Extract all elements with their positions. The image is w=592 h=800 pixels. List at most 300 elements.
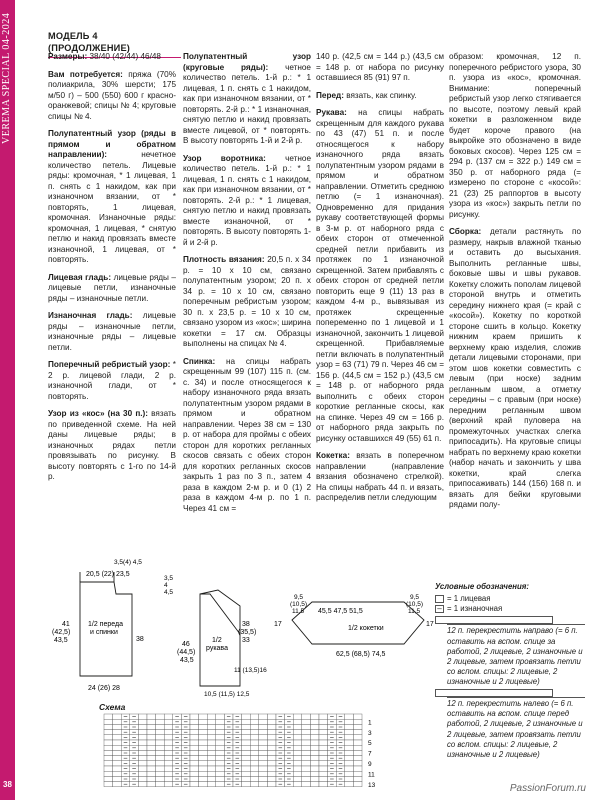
chart-cell [164, 766, 173, 771]
col2-paragraph: Плотность вязания: 20,5 п. x 34 р. = 10 x 10 см, связано полупатентным узором; 20 п. x 34 р. = 10 x 10 см, связано поперечным ребристым узором; 30 п. x 23,5 р. = 10 x 10 см, связано узором из «кос»; ширина кокетки = 17 см. Образцы выполнены на спицах № 4. [183, 255, 311, 348]
chart-cell [293, 761, 302, 766]
chart-cell [164, 714, 173, 719]
knit-swatch [435, 595, 444, 603]
legend-knit: = 1 лицевая [435, 594, 585, 604]
watermark: PassionForum.ru [509, 783, 586, 795]
chart-cell [104, 730, 113, 735]
sleeve-top: 3,5 4 4,5 [164, 575, 174, 596]
chart-cell [310, 740, 319, 745]
chart-cell [267, 714, 276, 719]
chart-cell [267, 776, 276, 781]
chart-cell [207, 714, 216, 719]
chart-cell [104, 771, 113, 776]
col1-paragraph: Поперечный ребристый узор: * 2 р. лицевой глади, 2 р. изнаночной глади, от * повторять. [48, 360, 176, 401]
chart-cell [216, 745, 225, 750]
chart-cell [353, 735, 362, 740]
chart-cell [310, 766, 319, 771]
col1-paragraph: Изнаночная гладь: лицевые ряды – изнаночные петли, изнаночные ряды – лицевые петли. [48, 311, 176, 352]
chart-cell [345, 745, 354, 750]
chart-cell [104, 745, 113, 750]
chart-cell [156, 761, 165, 766]
chart-cell [113, 724, 122, 729]
chart-cell [319, 776, 328, 781]
chart-cell [310, 750, 319, 755]
chart-cell [147, 724, 156, 729]
col1-paragraph: Вам потребуется: пряжа (70% полиакрила, 30% шерсти; 175 м/50 г) – 500 (550) 600 г красно-оранжевой; спицы № 4; круговые спицы № 4. [48, 69, 176, 121]
chart-cell [113, 776, 122, 781]
chart-cell [216, 761, 225, 766]
chart-cell [138, 776, 147, 781]
chart-cell [293, 730, 302, 735]
chart-cell [250, 719, 259, 724]
chart-cell [199, 776, 208, 781]
chart-cell [250, 766, 259, 771]
back-height: 41 (42,5) 43,5 [52, 621, 71, 644]
chart-cell [207, 730, 216, 735]
chart-cell [319, 771, 328, 776]
chart-cell [113, 766, 122, 771]
chart-cell [113, 740, 122, 745]
chart-cell [199, 745, 208, 750]
chart-cell [250, 782, 259, 787]
chart-cell [293, 740, 302, 745]
chart-cell [207, 719, 216, 724]
chart-cell [319, 756, 328, 761]
chart-cell [147, 782, 156, 787]
chart-cell [199, 750, 208, 755]
chart-cell [345, 719, 354, 724]
chart-cell [259, 745, 268, 750]
chart-cell [216, 740, 225, 745]
chart-cell [302, 735, 311, 740]
chart-cell [156, 719, 165, 724]
chart-cell [353, 750, 362, 755]
chart-cell [113, 714, 122, 719]
chart-cell [293, 719, 302, 724]
chart-cell [302, 750, 311, 755]
chart-cell [302, 766, 311, 771]
chart-cell [259, 771, 268, 776]
sleeve-right-width: 11 (13,5)16 [234, 667, 267, 674]
chart-cell [147, 735, 156, 740]
chart-cell [310, 724, 319, 729]
chart-cell [156, 735, 165, 740]
chart-cell [310, 782, 319, 787]
chart-cell [267, 761, 276, 766]
chart-cell [104, 740, 113, 745]
legend-cable-right [435, 616, 553, 624]
chart-cell [190, 745, 199, 750]
chart-cell [242, 750, 251, 755]
chart-cell [302, 782, 311, 787]
chart-cell [310, 719, 319, 724]
chart-cell [267, 724, 276, 729]
sleeve-label: 1/2 рукава [206, 637, 228, 652]
chart-cell [104, 766, 113, 771]
chart-cell [207, 766, 216, 771]
chart-cell [259, 730, 268, 735]
chart-cell [190, 724, 199, 729]
chart-cell [310, 730, 319, 735]
chart-cell [190, 771, 199, 776]
chart-cell [147, 771, 156, 776]
chart-cell [216, 730, 225, 735]
chart-cell [345, 761, 354, 766]
chart-cell [113, 750, 122, 755]
chart-cell [104, 782, 113, 787]
chart-cell [345, 714, 354, 719]
chart-cell [190, 730, 199, 735]
chart-cell [113, 735, 122, 740]
chart-cell [207, 776, 216, 781]
chart-cell [319, 745, 328, 750]
chart-cell [138, 756, 147, 761]
chart-cell [138, 782, 147, 787]
col1-paragraph: Узор из «кос» (на 30 п.): вязать по приведенной схеме. На ней даны лицевые ряды; в изнаночных рядах петли провязывать по рисунку. В высоту повторять с 1-го по 14-й р. [48, 409, 176, 481]
col3-paragraph: 140 р. (42,5 см = 144 р.) (43,5 см = 148 р. от набора по рисунку оставшиеся 85 (91) 97 п. [316, 52, 444, 82]
chart-cell [293, 766, 302, 771]
chart-cell [293, 724, 302, 729]
chart-cell [302, 714, 311, 719]
col1-paragraph: Размеры: 38/40 (42/44) 46/48 [48, 52, 161, 61]
chart-cell [104, 750, 113, 755]
chart-cell [113, 782, 122, 787]
chart-cell [216, 724, 225, 729]
chart-cell [250, 740, 259, 745]
chart-cell [190, 714, 199, 719]
chart-cell [267, 735, 276, 740]
chart-cell [156, 740, 165, 745]
chart-cell [207, 735, 216, 740]
chart-cell [319, 719, 328, 724]
purl-swatch: – [435, 605, 444, 613]
chart-row-label: 9 [368, 761, 372, 768]
chart-cell [138, 735, 147, 740]
chart-cell [302, 740, 311, 745]
chart-cell [164, 724, 173, 729]
chart-cell [345, 735, 354, 740]
chart-cell [267, 719, 276, 724]
chart-cell [113, 761, 122, 766]
chart-cell [302, 745, 311, 750]
chart-cell [104, 714, 113, 719]
chart-cell [353, 745, 362, 750]
chart-cell [242, 735, 251, 740]
knitting-chart [100, 712, 435, 792]
chart-cell [138, 724, 147, 729]
chart-cell [319, 782, 328, 787]
chart-cell [190, 761, 199, 766]
chart-cell [250, 750, 259, 755]
chart-cell [147, 761, 156, 766]
chart-cell [293, 771, 302, 776]
chart-cell [302, 756, 311, 761]
chart-cell [138, 730, 147, 735]
chart-cell [267, 782, 276, 787]
chart-cell [310, 771, 319, 776]
chart-cell [138, 719, 147, 724]
chart-cell [190, 735, 199, 740]
chart-cell [319, 766, 328, 771]
chart-cell [216, 750, 225, 755]
chart-cell [353, 719, 362, 724]
chart-cell [190, 766, 199, 771]
chart-cell [250, 730, 259, 735]
chart-cell [293, 714, 302, 719]
chart-cell [302, 761, 311, 766]
chart-cell [147, 740, 156, 745]
chart-cell [259, 761, 268, 766]
chart-row-label: 1 [368, 719, 372, 727]
chart-cell [345, 776, 354, 781]
chart-cell [164, 761, 173, 766]
column-1 [48, 52, 176, 490]
chart-cell [104, 776, 113, 781]
chart-cell [207, 750, 216, 755]
chart-row-label: 11 [368, 771, 375, 779]
chart-cell [156, 776, 165, 781]
chart-cell [345, 771, 354, 776]
chart-cell [138, 771, 147, 776]
chart-cell [156, 750, 165, 755]
chart-cell [104, 719, 113, 724]
yoke-right: 9,5 (10,5) 11,5 [406, 594, 423, 615]
chart-cell [190, 782, 199, 787]
chart-cell [242, 761, 251, 766]
chart-cell [156, 766, 165, 771]
chart-cell [199, 730, 208, 735]
chart-cell [259, 750, 268, 755]
chart-cell [259, 740, 268, 745]
back-label: 1/2 переда и спинки [88, 621, 123, 636]
schema-title: Схема [99, 702, 126, 712]
chart-cell [190, 719, 199, 724]
chart-cell [267, 756, 276, 761]
chart-cell [216, 714, 225, 719]
chart-cell [190, 750, 199, 755]
col2-paragraph: Узор воротника: четное количество петель. 1-й р.: * 1 лицевая, 1 п. снять с 1 накидом, как при изнаночном вязании, от * повторять. 2-й р.: * 1 лицевая, снятую петлю и накид провязать вместе изнаночной, от * повторять. В высоту повторять 1-й и 2-й р. [183, 153, 311, 247]
chart-cell [147, 750, 156, 755]
yoke-right-height: 17 [426, 621, 434, 628]
chart-cell [259, 719, 268, 724]
chart-cell [250, 776, 259, 781]
chart-cell [164, 776, 173, 781]
chart-cell [259, 776, 268, 781]
chart-cell [207, 761, 216, 766]
chart-cell [250, 756, 259, 761]
chart-cell [353, 714, 362, 719]
chart-cell [259, 756, 268, 761]
chart-cell [113, 756, 122, 761]
chart-cell [259, 714, 268, 719]
sidebar [0, 0, 15, 800]
chart-cell [267, 750, 276, 755]
chart-cell [138, 761, 147, 766]
chart-cell [156, 745, 165, 750]
chart-cell [345, 782, 354, 787]
chart-cell [242, 766, 251, 771]
chart-cell [104, 761, 113, 766]
chart-cell [138, 750, 147, 755]
chart-cell [156, 714, 165, 719]
chart-cell [302, 724, 311, 729]
chart-cell [353, 724, 362, 729]
chart-cell [216, 771, 225, 776]
chart-cell [164, 735, 173, 740]
yoke-label: 1/2 кокетки [348, 625, 384, 632]
legend-desc-right: 12 п. перекрестить направо (= 6 п. оставить на вспом. спице за работой, 2 лицевые, 2 изнаночные и 2 лицевые, затем провязать петли со вспом. спицы: 2 лицевые, 2 изнаночные и 2 лицевые) [447, 624, 585, 687]
chart-cell [267, 745, 276, 750]
chart-cell [164, 756, 173, 761]
sleeve-side: 38 (35,5) 33 [238, 621, 257, 644]
chart-cell [319, 730, 328, 735]
chart-cell [259, 766, 268, 771]
chart-cell [164, 771, 173, 776]
chart-cell [319, 750, 328, 755]
chart-cell [242, 719, 251, 724]
chart-cell [259, 735, 268, 740]
chart-cell [216, 776, 225, 781]
chart-cell [113, 771, 122, 776]
chart-cell [113, 730, 122, 735]
chart-cell [293, 735, 302, 740]
col1-paragraph: Лицевая гладь: лицевые ряды – лицевые петли, изнаночные ряды – изнаночные петли. [48, 272, 176, 303]
chart-cell [216, 756, 225, 761]
chart-cell [267, 766, 276, 771]
chart-cell [156, 782, 165, 787]
chart-cell [207, 740, 216, 745]
chart-cell [242, 756, 251, 761]
chart-cell [250, 771, 259, 776]
col4-paragraph: Сборка: детали растянуть по размеру, накрыв влажной тканью и оставить до высыхания. Выполнить регланные швы, боковые швы и швы рукавов. Кокетку сложить пополам лицевой стороной внутрь и отметить середину нижнего края (= край с «косой»). Кокетку по короткой стороне сшить в кольцо. Кокетку нижним краем пришить к верхнему краю изделия, сложив детали лицевыми сторонами, при этом шов кокетки совместить с левым (при носке) задним регланным швом, а отметку середины – с правым (при носке) передним регланным швом (верхний край пуловера на промежуточных участках слегка припосадить). На круговые спицы набрать по верхнему краю кокетки (набор начать и закончить у шва кокетки, край слегка припосаживать) 144 (156) 168 п. и вязать для бейки круговыми рядами полу- [449, 227, 581, 509]
chart-cell [147, 714, 156, 719]
sleeve-width-bottom: 10,5 (11,5) 12,5 [204, 691, 250, 698]
brand-vertical: VEREMA SPECIAL 04-2024 [1, 12, 13, 144]
chart-cell [138, 745, 147, 750]
chart-cell [353, 782, 362, 787]
chart-cell [207, 771, 216, 776]
chart-cell [207, 724, 216, 729]
column-2 [183, 52, 311, 521]
col3-paragraph: Кокетка: вязать в поперечном направлении (направление вязания обозначено стрелкой). На спицы набрать 44 п. и вязать, распределив петли следующим [316, 451, 444, 502]
back-width-bottom: 24 (26) 28 [88, 685, 120, 692]
chart-cell [293, 782, 302, 787]
chart-cell [250, 735, 259, 740]
chart-cell [164, 750, 173, 755]
chart-cell [156, 756, 165, 761]
chart-cell [353, 756, 362, 761]
chart-cell [138, 766, 147, 771]
chart-cell [147, 745, 156, 750]
yoke-left-height: 17 [274, 621, 282, 628]
chart-cell [310, 745, 319, 750]
chart-cell [353, 740, 362, 745]
chart-cell [250, 761, 259, 766]
col1-paragraph: Полупатентный узор (ряды в прямом и обратном направлении): нечетное количество петель. Лицевые ряды: кромочная, * 1 лицевая, 1 п. снять с 1 накидом, как при изнаночном вязании, от * повторять, 1 лицевая, кромочная. Изнаночные ряды: кромочная, 1 лицевая, * снятую петлю и накид провязать вместе изнаночной, 1 лицевая, от * повторять. [48, 129, 176, 264]
chart-cell [216, 766, 225, 771]
chart-cell [293, 750, 302, 755]
chart-cell [199, 724, 208, 729]
chart-cell [199, 740, 208, 745]
chart-cell [242, 714, 251, 719]
chart-cell [345, 724, 354, 729]
chart-cell [104, 735, 113, 740]
chart-cell [216, 719, 225, 724]
chart-cell [353, 771, 362, 776]
chart-cell [353, 730, 362, 735]
chart-cell [302, 771, 311, 776]
col3-paragraph: Рукава: на спицы набрать скрещенным для каждого рукава по 43 (47) 51 п. и после относящегося к набору изнаночного ряда вязать полупатентным узором рядами в прямом и обратном направлении. Отметить среднюю петлю (= 1 изнаночная). Одновременно для придания рукаву соответствующей формы в 3-м р. от наборного ряда с обеих сторон от отмеченной средней петли прибавить из протяжек по 1 изнаночной скрещенной. Затем прибавлять с обеих сторон от средней петли повторить еще 9 (11) 13 раз в каждом 4-м р., вывязывая из протяжек скрещенные попеременно по 1 лицевой и 1 изнаночной, закончить 1 лицевой скрещенной. Прибавляемые петли включать в полупатентный узор = 63 (71) 79 п. Через 46 см = 156 р. (44,5 см = 152 р.) (43,5 см = 148 р. от наборного ряда выполнить с обеих сторон короткие регланные скосы, как на спинке. Через 49 см = 166 р. от наборного ряда закрыть по рисунку оставшихся 49 (55) 61 п. [316, 108, 444, 443]
chart-cell [199, 735, 208, 740]
chart-cell [319, 761, 328, 766]
legend-purl: – = 1 изнаночная [435, 604, 585, 614]
chart-cell [242, 730, 251, 735]
chart-cell [147, 719, 156, 724]
chart-cell [267, 740, 276, 745]
chart-cell [310, 714, 319, 719]
chart-cell [259, 782, 268, 787]
chart-cell [267, 771, 276, 776]
chart-cell [310, 761, 319, 766]
chart-cell [345, 730, 354, 735]
chart-cell [147, 756, 156, 761]
yoke-top: 45,5 47,5 51,5 [318, 608, 363, 615]
chart-cell [353, 761, 362, 766]
chart-cell [353, 776, 362, 781]
yoke-left: 9,5 (10,5) 11,5 [290, 594, 307, 615]
pattern-diagrams [52, 554, 432, 704]
chart-cell [190, 776, 199, 781]
chart-cell [345, 766, 354, 771]
legend-desc-left: 12 п. перекрестить налево (= 6 п. оставить на вспом. спице перед работой, 2 лицевые, 2 изнаночные и 2 лицевые, затем провязать петли со вспом. спицы: 2 лицевые, 2 изнаночные и 2 лицевые) [447, 697, 585, 760]
chart-cell [199, 719, 208, 724]
chart-cell [293, 776, 302, 781]
chart-cell [199, 761, 208, 766]
chart-cell [164, 730, 173, 735]
sleeve-height: 46 (44,5) 43,5 [177, 641, 196, 664]
chart-cell [199, 782, 208, 787]
chart-cell [164, 782, 173, 787]
chart-cell [199, 766, 208, 771]
chart-cell [104, 756, 113, 761]
chart-cell [242, 724, 251, 729]
chart-cell [104, 724, 113, 729]
legend-cable-left [435, 689, 553, 697]
page-number: 38 [3, 779, 12, 789]
chart-cell [345, 756, 354, 761]
chart-cell [207, 745, 216, 750]
chart-cell [302, 719, 311, 724]
chart-cell [250, 714, 259, 719]
chart-cell [113, 719, 122, 724]
chart-cell [156, 730, 165, 735]
col4-paragraph: образом: кромочная, 12 п. поперечного ребристого узора, 30 п. узора из «кос», кромочная. Внимание: поперечный ребристый узор легко стягивается по высоте, поэтому левый край кокетки в разложенном виде будет короче правого (на выкройке это обозначено в виде боковых скосов). Через 125 см = 294 р. (137 см = 322 р.) 149 см = 350 р. от наборного ряда (= измерено по стороне с «косой»: 21 (23) 25 раппортов в высоту узора из «кос») закрыть петли по рисунку. [449, 52, 581, 219]
chart-cell [242, 745, 251, 750]
chart-cell [345, 750, 354, 755]
chart-cell [319, 724, 328, 729]
chart-cell [293, 745, 302, 750]
chart-cell [147, 730, 156, 735]
chart-cell [164, 719, 173, 724]
chart-cell [345, 740, 354, 745]
chart-cell [242, 740, 251, 745]
chart-cell [138, 714, 147, 719]
chart-cell [319, 740, 328, 745]
chart-cell [302, 730, 311, 735]
chart-cell [147, 766, 156, 771]
chart-cell [242, 776, 251, 781]
chart-cell [147, 776, 156, 781]
